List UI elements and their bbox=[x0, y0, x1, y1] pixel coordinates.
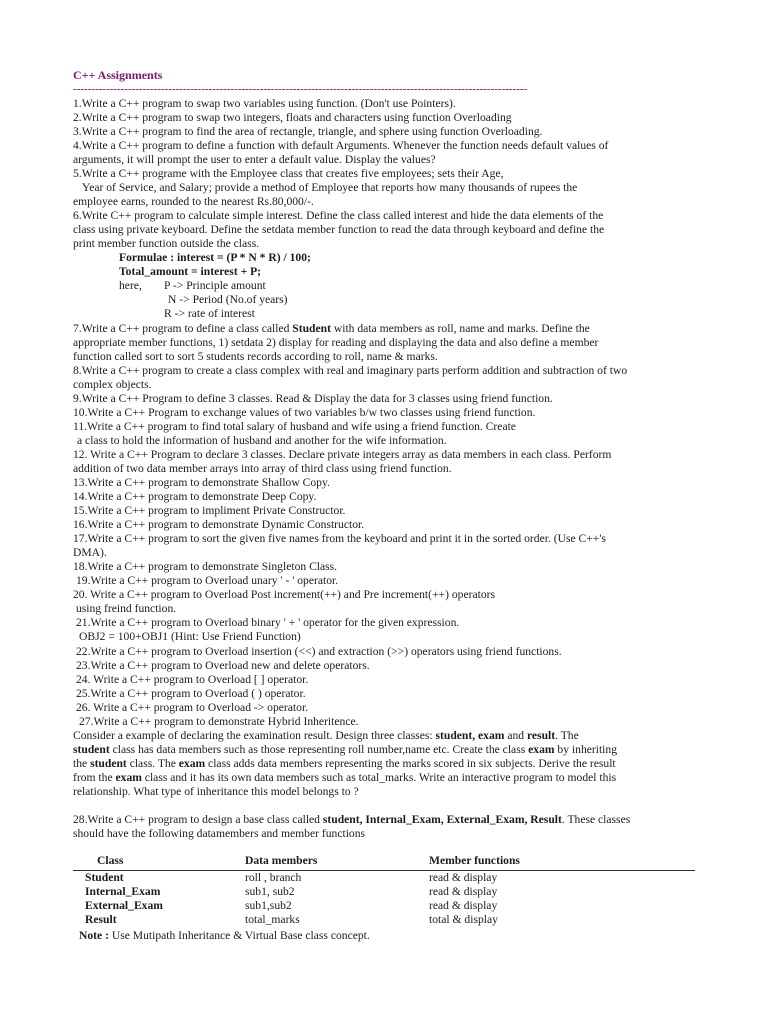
title-separator: ---------------------------------------------------------------------------------------------------------------------------- bbox=[73, 83, 528, 95]
formula-r-def: R -> rate of interest bbox=[164, 307, 255, 320]
question-18: 18.Write a C++ program to demonstrate Singleton Class. bbox=[73, 560, 338, 573]
question-21-line-1: 21.Write a C++ program to Overload binary ' + ' operator for the given expression. bbox=[76, 616, 460, 629]
table-row bbox=[73, 871, 695, 886]
member-functions: total & display bbox=[429, 913, 498, 926]
data-members: sub1, sub2 bbox=[245, 885, 295, 898]
formula-interest: Formulae : interest = (P * N * R) / 100; bbox=[119, 251, 311, 264]
table-row bbox=[73, 899, 695, 913]
question-12-line-1: 12. Write a C++ Program to declare 3 classes. Declare private integers array as data members in each class. Perform bbox=[73, 448, 612, 461]
question-15: 15.Write a C++ program to impliment Private Constructor. bbox=[73, 504, 346, 517]
data-members: roll , branch bbox=[245, 871, 302, 884]
class-name: Student bbox=[85, 871, 124, 884]
question-16: 16.Write a C++ program to demonstrate Dynamic Constructor. bbox=[73, 518, 365, 531]
question-2: 2.Write a C++ program to swap two integers, floats and characters using function Overloading bbox=[73, 111, 512, 124]
question-11-line-1: 11.Write a C++ program to find total salary of husband and wife using a friend function. Create bbox=[73, 420, 516, 433]
question-1: 1.Write a C++ program to swap two variables using function. (Don't use Pointers). bbox=[73, 97, 456, 110]
question-6-line-1: 6.Write C++ program to calculate simple interest. Define the class called interest and hide the data elements of the bbox=[73, 209, 604, 222]
question-20-line-2: using freind function. bbox=[76, 602, 177, 615]
question-26: 26. Write a C++ program to Overload -> operator. bbox=[76, 701, 309, 714]
data-members: total_marks bbox=[245, 913, 300, 926]
formula-n-def: N -> Period (No.of years) bbox=[168, 293, 288, 306]
class-name: Result bbox=[85, 913, 117, 926]
question-5-line-1: 5.Write a C++ programe with the Employee class that creates five employees; sets their Age, bbox=[73, 167, 504, 180]
question-8-line-1: 8.Write a C++ program to create a class complex with real and imaginary parts perform addition and subtraction of two bbox=[73, 364, 628, 377]
question-4-line-1: 4.Write a C++ program to define a function with default Arguments. Whenever the function needs default values of bbox=[73, 139, 609, 152]
question-17-line-1: 17.Write a C++ program to sort the given five names from the keyboard and print it in the sorted order. (Use C++'s bbox=[73, 532, 606, 545]
data-members: sub1,sub2 bbox=[245, 899, 292, 912]
question-21-line-2: OBJ2 = 100+OBJ1 (Hint: Use Friend Function) bbox=[79, 630, 301, 643]
question-23: 23.Write a C++ program to Overload new and delete operators. bbox=[76, 659, 370, 672]
class-name: Internal_Exam bbox=[85, 885, 161, 898]
question-28-line-2: should have the following datamembers and member functions bbox=[73, 827, 366, 840]
question-7-line-3: function called sort to sort 5 students records according to roll, name & marks. bbox=[73, 350, 438, 363]
question-3: 3.Write a C++ program to find the area of rectangle, triangle, and sphere using function Overloading. bbox=[73, 125, 543, 138]
question-6-line-3: print member function outside the class. bbox=[73, 237, 260, 250]
question-7-line-1: 7.Write a C++ program to define a class called Student with data members as roll, name and marks. Define the bbox=[73, 322, 590, 335]
question-8-line-2: complex objects. bbox=[73, 378, 152, 391]
member-functions: read & display bbox=[429, 871, 498, 884]
question-17-line-2: DMA). bbox=[73, 546, 107, 559]
question-27: 27.Write a C++ program to demonstrate Hybrid Inheritence. bbox=[79, 715, 359, 728]
question-24: 24. Write a C++ program to Overload [ ] operator. bbox=[76, 673, 309, 686]
question-14: 14.Write a C++ program to demonstrate Deep Copy. bbox=[73, 490, 317, 503]
question-5-line-3: employee earns, rounded to the nearest Rs.80,000/-. bbox=[73, 195, 314, 208]
question-19: 19.Write a C++ program to Overload unary ' - ' operator. bbox=[76, 574, 339, 587]
question-10: 10.Write a C++ Program to exchange values of two variables b/w two classes using friend function. bbox=[73, 406, 536, 419]
question-22: 22.Write a C++ program to Overload insertion (<<) and extraction (>>) operators using friend functions. bbox=[76, 645, 562, 658]
member-functions: read & display bbox=[429, 885, 498, 898]
question-11-line-2: a class to hold the information of husband and another for the wife information. bbox=[77, 434, 447, 447]
question-4-line-2: arguments, it will prompt the user to enter a default value. Display the values? bbox=[73, 153, 436, 166]
question-12-line-2: addition of two data member arrays into array of third class using friend function. bbox=[73, 462, 452, 475]
header-class: Class bbox=[73, 852, 245, 871]
question-9: 9.Write a C++ Program to define 3 classes. Read & Display the data for 3 classes using friend function. bbox=[73, 392, 553, 405]
header-data-members: Data members bbox=[245, 852, 429, 871]
question-28-line-1: 28.Write a C++ program to design a base class called student, Internal_Exam, External_Exam, Result. These classes bbox=[73, 813, 631, 826]
question-13: 13.Write a C++ program to demonstrate Shallow Copy. bbox=[73, 476, 330, 489]
question-25: 25.Write a C++ program to Overload ( ) operator. bbox=[76, 687, 306, 700]
exam-paragraph-line-3: the student class. The exam class adds data members representing the marks scored in six subjects. Derive the result bbox=[73, 757, 616, 770]
exam-paragraph-line-2: student class has data members such as those representing roll number,name etc. Create the class exam by inheriting bbox=[73, 743, 618, 756]
exam-paragraph-line-5: relationship. What type of inheritance this model belongs to ? bbox=[73, 785, 359, 798]
formula-p-def: P -> Principle amount bbox=[164, 279, 266, 292]
table-row bbox=[73, 885, 695, 899]
question-7-line-2: appropriate member functions, 1) setdata 2) display for reading and displaying the data and also define a member bbox=[73, 336, 599, 349]
exam-paragraph-line-1: Consider a example of declaring the examination result. Design three classes: student, exam and result. The bbox=[73, 729, 579, 742]
header-member-functions: Member functions bbox=[429, 852, 695, 871]
table-row bbox=[73, 913, 695, 927]
question-20-line-1: 20. Write a C++ program to Overload Post increment(++) and Pre increment(++) operators bbox=[73, 588, 495, 601]
formula-total: Total_amount = interest + P; bbox=[119, 265, 262, 278]
exam-paragraph-line-4: from the exam class and it has its own data members such as total_marks. Write an interactive program to model this bbox=[73, 771, 617, 784]
table-header-row bbox=[73, 852, 695, 871]
question-6-line-2: class using private keyboard. Define the setdata member function to read the data through keyboard and define the bbox=[73, 223, 605, 236]
question-5-line-2: Year of Service, and Salary; provide a method of Employee that reports how many thousands of rupees the bbox=[82, 181, 578, 194]
doc-title: C++ Assignments bbox=[73, 68, 163, 82]
member-functions: read & display bbox=[429, 899, 498, 912]
note-line: Note : Use Mutipath Inheritance & Virtual Base class concept. bbox=[79, 929, 370, 942]
formula-here-label: here, bbox=[119, 279, 142, 292]
class-members-table bbox=[73, 852, 695, 927]
class-name: External_Exam bbox=[85, 899, 163, 912]
